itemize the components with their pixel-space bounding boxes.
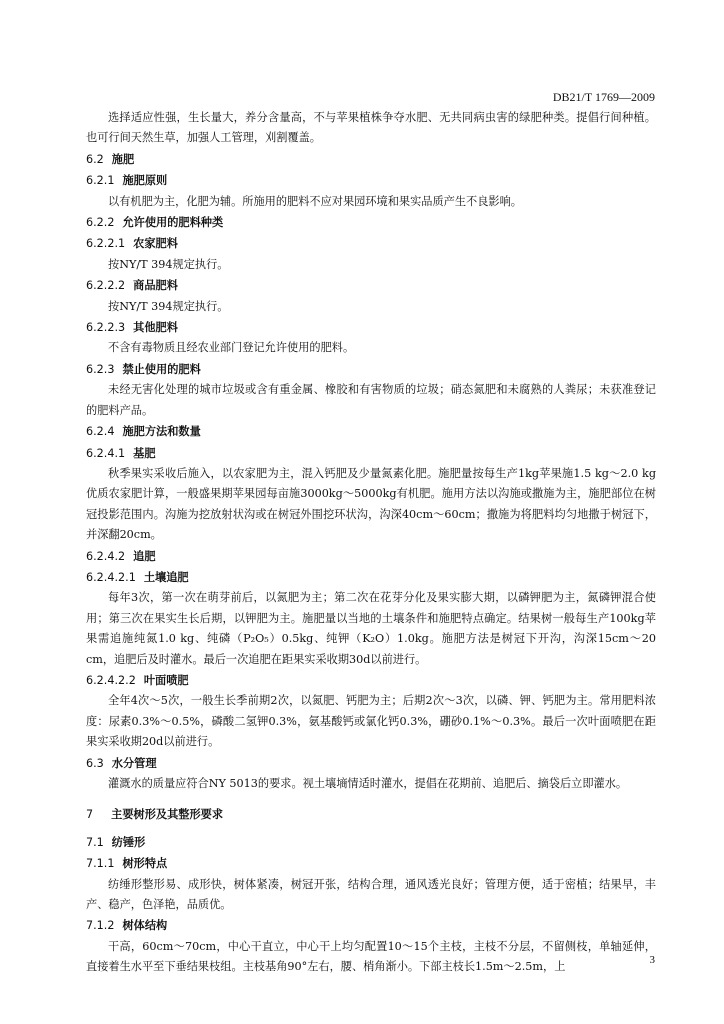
section-heading: 6.2 施肥 <box>86 152 135 166</box>
paragraph: 未经无害化处理的城市垃圾或含有重金属、橡胶和有害物质的垃圾；硝态氮肥和未腐熟的人粪尿；未获准登记的肥料产品。 <box>86 383 656 417</box>
section-heading: 6.2.4.1 基肥 <box>86 446 156 460</box>
section-heading: 6.2.3 禁止使用的肥料 <box>86 362 201 376</box>
section-heading: 6.2.2.1 农家肥料 <box>86 237 178 251</box>
section-heading: 7.1.2 树体结构 <box>86 919 168 933</box>
section-heading: 6.2.4.2.1 土壤追肥 <box>86 570 189 584</box>
section-heading: 6.2.4.2.2 叶面喷肥 <box>86 673 189 687</box>
paragraph: 不含有毒物质且经农业部门登记允许使用的肥料。 <box>108 341 355 355</box>
chapter-heading: 7 主要树形及其整形要求 <box>86 808 224 822</box>
section-heading: 7.1.1 树形特点 <box>86 857 168 871</box>
paragraph: 干高，60cm～70cm，中心干直立，中心干上均匀配置10～15个主枝，主枝不分层，不留侧枝，单轴延伸，直接着生水平至下垂结果枝组。主枝基角90°左右，腰、梢角渐小。下部主枝长1.5m～2.5m，上 <box>86 939 656 974</box>
section-heading: 6.2.4 施肥方法和数量 <box>86 425 201 439</box>
section-heading: 6.3 水分管理 <box>86 756 157 770</box>
paragraph: 按NY/T 394规定执行。 <box>108 299 229 313</box>
section-heading: 6.2.2.2 商品肥料 <box>86 279 178 293</box>
paragraph: 秋季果实采收后施入，以农家肥为主，混入钙肥及少量氮素化肥。施肥量按每生产1kg苹果施1.5 kg～2.0 kg优质农家肥计算，一般盛果期苹果园每亩施3000kg～5000kg有机肥。施用方法以沟施或撒施为主，施肥部位在树冠投影范围内。沟施为挖放射状沟或在树冠外围挖环状沟，沟深40cm～60cm；撒施为将肥料均匀地撒于树冠下，并深翻20cm。 <box>86 466 656 542</box>
page-number: 3 <box>649 954 655 966</box>
paragraph: 按NY/T 394规定执行。 <box>108 257 229 271</box>
section-heading: 6.2.4.2 追肥 <box>86 549 156 563</box>
section-heading: 7.1 纺锤形 <box>86 835 146 849</box>
paragraph: 纺缍形整形易、成形快，树体紧凑，树冠开张，结构合理，通风透光良好；管理方便，适于密植；结果早，丰产、稳产，色泽艳，品质优。 <box>86 877 656 912</box>
section-heading: 6.2.2.3 其他肥料 <box>86 321 178 335</box>
section-heading: 6.2.2 允许使用的肥料种类 <box>86 216 224 230</box>
paragraph: 灌溉水的质量应符合NY 5013的要求。视土壤墒情适时灌水，提倡在花期前、追肥后、摘袋后立即灌水。 <box>108 777 628 790</box>
paragraph: 全年4次～5次，一般生长季前期2次，以氮肥、钙肥为主；后期2次～3次，以磷、钾、钙肥为主。常用肥料浓度：尿素0.3%～0.5%，磷酸二氢钾0.3%，氨基酸钙或氯化钙0.3%，硼砂0.1%～0.3%。最后一次叶面喷肥在距果实采收期20d以前进行。 <box>86 694 656 749</box>
paragraph: 选择适应性强，生长量大，养分含量高，不与苹果植株争夺水肥、无共同病虫害的绿肥种类。提倡行间种植。也可行间天然生草，加强人工管理，刈割覆盖。 <box>86 111 656 145</box>
document-body <box>86 108 656 978</box>
paragraph: 以有机肥为主，化肥为辅。所施用的肥料不应对果园环境和果实品质产生不良影响。 <box>108 194 522 208</box>
section-heading: 6.2.1 施肥原则 <box>86 174 168 188</box>
paragraph: 每年3次，第一次在萌芽前后，以氮肥为主；第二次在花芽分化及果实膨大期，以磷钾肥为主，氮磷钾混合使用；第三次在果实生长后期，以钾肥为主。施肥量以当地的土壤条件和施肥特点确定。结果树一般每生产100kg苹果需追施纯氮1.0 kg、纯磷（P₂O₅）0.5kg、纯钾（K₂O）1.0kg。施肥方法是树冠下开沟，沟深15cm～20 cm，追肥后及时灌水。最后一次追肥在距果实采收期30d以前进行。 <box>86 591 656 666</box>
standard-code: DB21/T 1769—2009 <box>552 90 655 104</box>
